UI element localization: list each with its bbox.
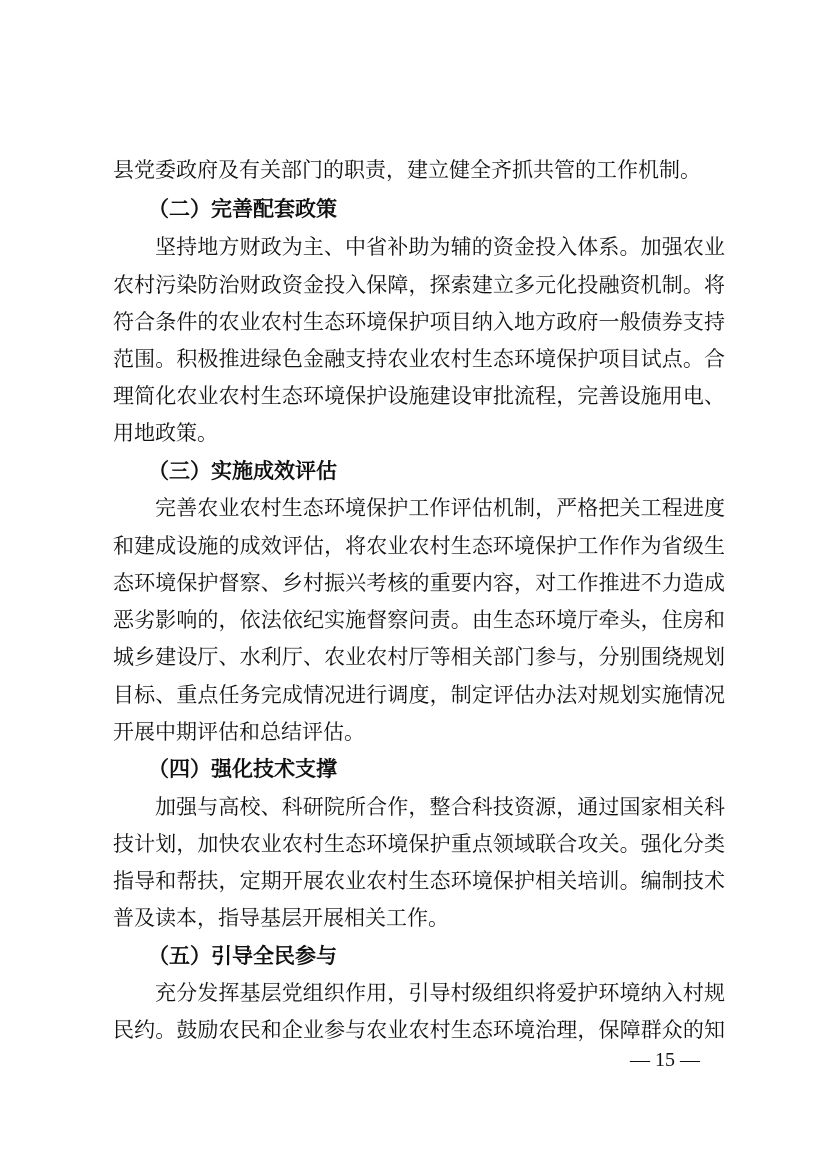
paragraph-line: 理简化农业农村生态环境保护设施建设审批流程，完善设施用电、	[113, 384, 725, 408]
paragraph-line: 县党委政府及有关部门的职责，建立健全齐抓共管的工作机制。	[113, 158, 701, 182]
section-heading: （三）实施成效评估	[148, 458, 337, 483]
paragraph-line: 技计划，加快农业农村生态环境保护重点领域联合攻关。强化分类	[113, 832, 725, 856]
page-number: — 15 —	[630, 1049, 700, 1071]
paragraph-line: 充分发挥基层党组织作用，引导村级组织将爱护环境纳入村规	[155, 981, 725, 1005]
paragraph-line: 完善农业农村生态环境保护工作评估机制，严格把关工程进度	[155, 496, 725, 520]
paragraph-line: 范围。积极推进绿色金融支持农业农村生态环境保护项目试点。合	[113, 347, 725, 371]
paragraph-line: 普及读本，指导基层开展相关工作。	[113, 906, 449, 930]
paragraph-line: 民约。鼓励农民和企业参与农业农村生态环境治理，保障群众的知	[113, 1018, 725, 1042]
section-heading: （五）引导全民参与	[148, 943, 337, 968]
paragraph-line: 恶劣影响的，依法依纪实施督察问责。由生态环境厅牵头，住房和	[113, 608, 725, 632]
paragraph-line: 指导和帮扶，定期开展农业农村生态环境保护相关培训。编制技术	[113, 869, 725, 893]
paragraph-line: 态环境保护督察、乡村振兴考核的重要内容，对工作推进不力造成	[113, 571, 725, 595]
paragraph-line: 和建成设施的成效评估，将农业农村生态环境保护工作作为省级生	[113, 534, 725, 558]
paragraph-line: 城乡建设厅、水利厅、农业农村厅等相关部门参与，分别围绕规划	[113, 645, 725, 669]
paragraph-line: 加强与高校、科研院所合作，整合科技资源，通过国家相关科	[155, 795, 725, 819]
paragraph-line: 坚持地方财政为主、中省补助为辅的资金投入体系。加强农业	[155, 235, 725, 259]
paragraph-line: 目标、重点任务完成情况进行调度，制定评估办法对规划实施情况	[113, 683, 725, 707]
paragraph-line: 用地政策。	[113, 421, 218, 445]
paragraph-line: 开展中期评估和总结评估。	[113, 720, 365, 744]
section-heading: （四）强化技术支撑	[148, 756, 337, 781]
section-heading: （二）完善配套政策	[148, 196, 337, 221]
paragraph-line: 农村污染防治财政资金投入保障，探索建立多元化投融资机制。将	[113, 273, 725, 297]
paragraph-line: 符合条件的农业农村生态环境保护项目纳入地方政府一般债券支持	[113, 310, 725, 334]
